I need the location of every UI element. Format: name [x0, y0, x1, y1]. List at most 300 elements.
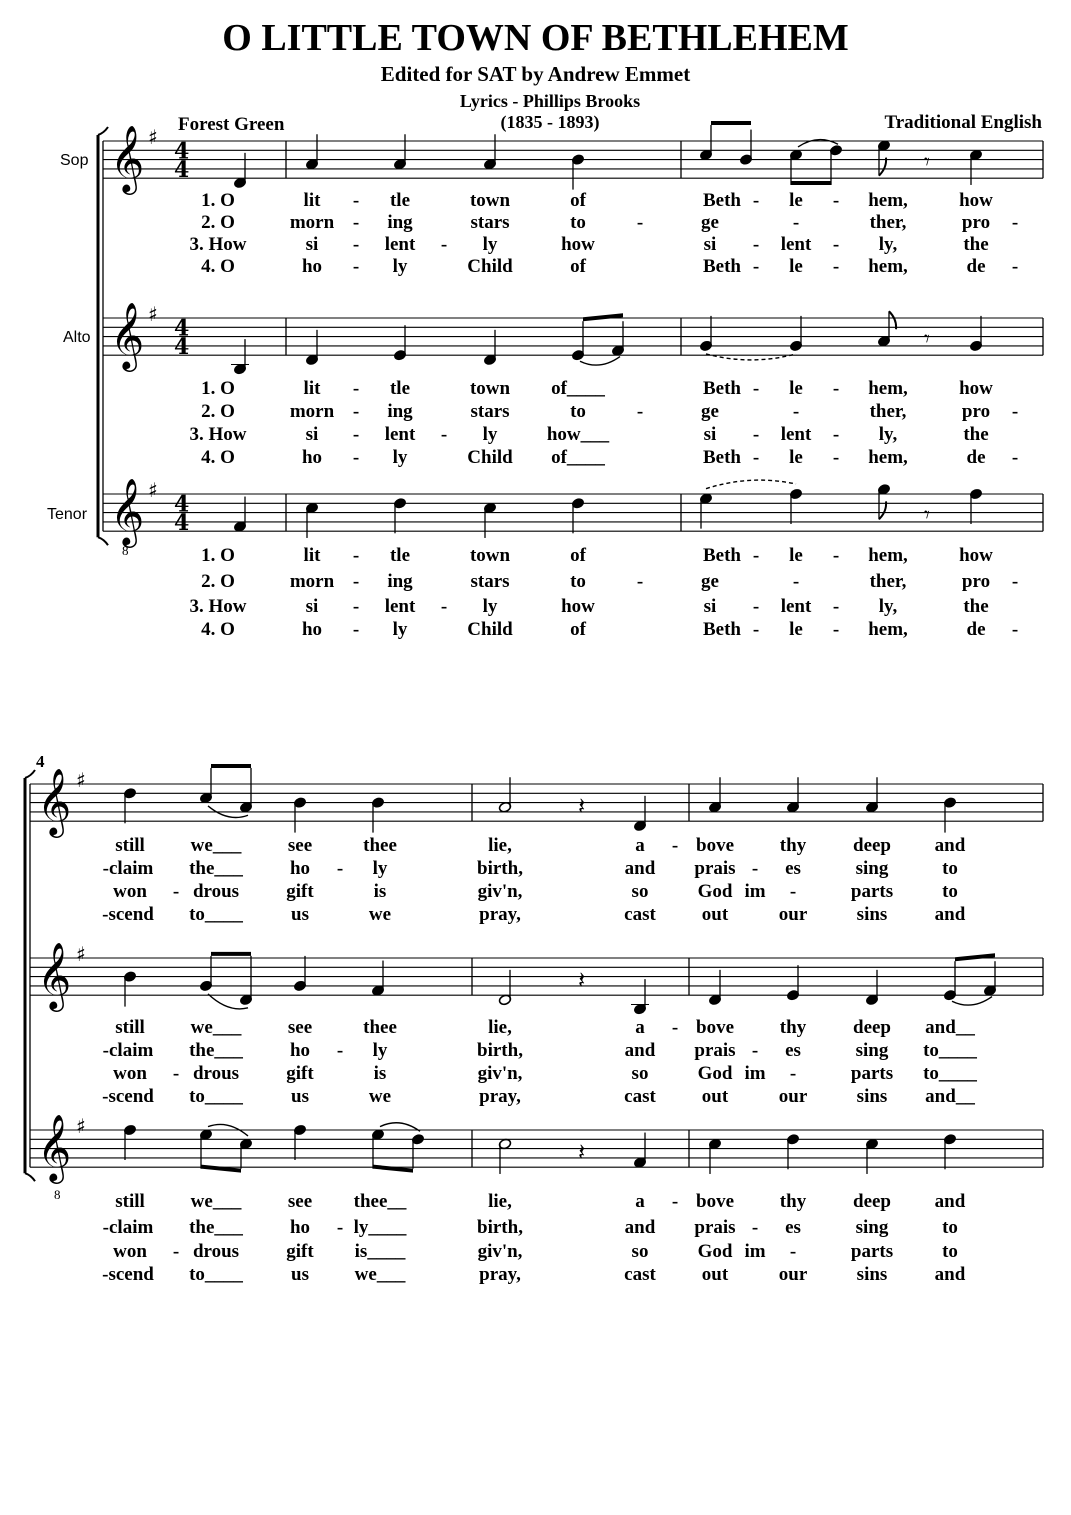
lyric-syllable: hem, — [868, 256, 908, 277]
eighth-flag — [889, 311, 896, 329]
lyric-syllable: to____ — [189, 1264, 243, 1285]
lyric-syllable: Beth — [703, 378, 741, 399]
time-signature-bottom: 4 — [174, 334, 190, 361]
lyric-syllable: how — [959, 190, 993, 211]
lyric-syllable: -claim — [102, 858, 154, 879]
lyric-syllable: prais — [694, 1217, 736, 1238]
lyric-syllable: - — [352, 212, 360, 233]
bracket-hook — [98, 127, 108, 135]
lyric-syllable: sing — [855, 1217, 889, 1238]
lyric-syllable: how — [561, 234, 595, 255]
lyric-syllable: gift — [286, 1063, 314, 1084]
key-signature-sharp: ♯ — [148, 125, 158, 149]
quarter-rest: 𝄽 — [578, 1137, 586, 1166]
lyric-syllable: out — [701, 1086, 729, 1107]
lyric-syllable: - — [352, 545, 360, 566]
time-signature-top: 4 — [174, 491, 190, 518]
lyric-syllable: prais — [694, 1040, 736, 1061]
lyric-syllable: - — [832, 190, 840, 211]
lyric-syllable: our — [778, 904, 808, 925]
lyric-syllable: and — [934, 1191, 966, 1212]
lyric-syllable: lent — [384, 424, 416, 445]
lyric-syllable: and — [624, 858, 656, 879]
key-signature-sharp: ♯ — [76, 768, 86, 792]
beam — [211, 764, 251, 768]
eighth-rest: 𝄾 — [924, 326, 930, 352]
lyric-syllable: and__ — [925, 1086, 975, 1107]
lyric-syllable: to — [942, 858, 958, 879]
lyric-syllable: of____ — [551, 378, 605, 399]
lyric-syllable: 1. O — [201, 378, 235, 399]
lyric-syllable: to____ — [923, 1063, 977, 1084]
eighth-flag — [879, 158, 886, 176]
lyric-syllable: our — [778, 1264, 808, 1285]
lyric-syllable: won — [113, 1063, 147, 1084]
lyric-syllable: prais — [694, 858, 736, 879]
lyric-syllable: of — [570, 256, 586, 277]
lyric-syllable: - — [440, 596, 448, 617]
lyric-syllable: out — [701, 1264, 729, 1285]
lyric-syllable: pro — [961, 571, 991, 592]
lyric-syllable: town — [469, 545, 511, 566]
lyric-syllable: - — [789, 1241, 797, 1262]
lyric-syllable: si — [703, 234, 717, 255]
lyric-syllable: lit — [303, 545, 321, 566]
lyric-syllable: Beth — [703, 545, 741, 566]
lyric-syllable: - — [336, 1040, 344, 1061]
lyric-syllable: the___ — [189, 1217, 243, 1238]
lyric-syllable: us — [291, 1264, 309, 1285]
treble-clef: 𝄞 — [37, 941, 72, 1010]
lyric-syllable: Beth — [703, 256, 741, 277]
lyric-syllable: thee — [363, 1017, 397, 1038]
lyric-syllable: of____ — [551, 447, 605, 468]
lyric-syllable: deep — [853, 1017, 891, 1038]
lyric-syllable: - — [752, 424, 760, 445]
beam — [211, 952, 251, 956]
lyric-syllable: ing — [387, 571, 413, 592]
lyric-syllable: - — [789, 1063, 797, 1084]
lyric-syllable: hem, — [868, 545, 908, 566]
lyric-syllable: 4. O — [201, 256, 235, 277]
lyric-syllable: - — [336, 858, 344, 879]
lyric-syllable: im — [744, 881, 766, 902]
lyric-syllable: lent — [780, 234, 812, 255]
lyric-syllable: the___ — [189, 858, 243, 879]
lyric-syllable: Beth — [703, 190, 741, 211]
lyric-syllable: cast — [624, 1086, 656, 1107]
lyric-syllable: of — [570, 545, 586, 566]
lyric-syllable: is____ — [354, 1241, 406, 1262]
lyric-syllable: to — [942, 1241, 958, 1262]
lyric-syllable: so — [631, 1241, 649, 1262]
beam — [583, 313, 623, 321]
eighth-rest: 𝄾 — [924, 149, 930, 175]
lyric-syllable: ly — [482, 234, 498, 255]
lyric-syllable: hem, — [868, 190, 908, 211]
bracket-hook — [98, 537, 108, 545]
lyric-syllable: pray, — [479, 1264, 521, 1285]
lyric-syllable: - — [172, 1063, 180, 1084]
lyric-syllable: pray, — [479, 1086, 521, 1107]
lyric-syllable: - — [440, 424, 448, 445]
lyric-syllable: - — [792, 401, 800, 422]
lyric-syllable: ho — [301, 256, 323, 277]
lyric-syllable: us — [291, 904, 309, 925]
lyric-syllable: Beth — [703, 447, 741, 468]
lyric-syllable: to — [570, 571, 586, 592]
lyric-syllable: bove — [696, 1191, 734, 1212]
beam — [791, 181, 831, 185]
lyric-syllable: to — [942, 1217, 958, 1238]
lyric-syllable: lie, — [488, 1191, 512, 1212]
lyric-syllable: deep — [853, 835, 891, 856]
lyric-syllable: parts — [850, 881, 894, 902]
lyric-syllable: - — [352, 571, 360, 592]
lyric-syllable: - — [352, 447, 360, 468]
lyric-syllable: lie, — [488, 835, 512, 856]
eighth-flag — [879, 501, 886, 519]
lyric-syllable: ly, — [878, 596, 898, 617]
lyric-syllable: a — [635, 1017, 645, 1038]
lyric-syllable: -scend — [102, 904, 154, 925]
lyric-syllable: how — [959, 378, 993, 399]
lyric-syllable: 1. O — [201, 545, 235, 566]
lyric-syllable: -scend — [102, 1086, 154, 1107]
treble-clef: 𝄞 — [110, 301, 145, 370]
lyric-syllable: - — [832, 234, 840, 255]
lyric-syllable: - — [636, 401, 644, 422]
lyric-syllable: ther, — [869, 401, 907, 422]
lyric-syllable: - — [352, 596, 360, 617]
lyric-syllable: ther, — [869, 571, 907, 592]
lyric-syllable: lent — [780, 596, 812, 617]
lyric-syllable: still — [115, 1191, 145, 1212]
slur — [706, 480, 796, 489]
lyric-syllable: thee — [363, 835, 397, 856]
lyric-syllable: si — [703, 596, 717, 617]
treble-clef: 𝄞 — [37, 1113, 72, 1182]
lyric-syllable: es — [785, 858, 801, 879]
lyric-syllable: we___ — [354, 1264, 406, 1285]
lyric-syllable: es — [785, 1040, 801, 1061]
lyric-syllable: town — [469, 378, 511, 399]
lyric-syllable: is — [373, 881, 387, 902]
lyric-syllable: ho — [289, 1040, 311, 1061]
lyric-syllable: birth, — [477, 1040, 523, 1061]
lyric-syllable: bove — [696, 1017, 734, 1038]
lyric-syllable: birth, — [477, 858, 523, 879]
lyric-syllable: - — [671, 1191, 679, 1212]
lyric-syllable: ge — [701, 571, 719, 592]
lyric-syllable: ho — [289, 1217, 311, 1238]
lyric-syllable: - — [352, 190, 360, 211]
time-signature-bottom: 4 — [174, 510, 190, 537]
lyric-syllable: si — [305, 424, 319, 445]
lyric-syllable: tle — [389, 545, 411, 566]
lyric-syllable: - — [752, 619, 760, 640]
lyric-syllable: Child — [467, 619, 513, 640]
lyric-syllable: ly, — [878, 234, 898, 255]
lyric-syllable: see — [287, 1191, 313, 1212]
lyric-syllable: - — [352, 619, 360, 640]
lyric-syllable: the — [963, 596, 989, 617]
lyric-syllable: - — [751, 858, 759, 879]
composer-credit: Traditional English — [884, 112, 1042, 133]
lyric-syllable: to____ — [923, 1040, 977, 1061]
lyric-syllable: stars — [470, 401, 510, 422]
lyric-syllable: le — [789, 447, 803, 468]
lyric-syllable: ly — [482, 424, 498, 445]
lyric-syllable: - — [792, 571, 800, 592]
lyric-syllable: sing — [855, 1040, 889, 1061]
treble-clef: 𝄞 — [110, 477, 145, 546]
lyric-syllable: ly — [482, 596, 498, 617]
beam — [201, 1165, 241, 1173]
lyric-syllable: drous — [192, 1241, 240, 1262]
lyric-syllable: - — [832, 424, 840, 445]
lyric-syllable: hem, — [868, 447, 908, 468]
lyricist-credit: Lyrics - Phillips Brooks — [459, 91, 641, 111]
lyricist-dates: (1835 - 1893) — [500, 112, 600, 132]
lyric-syllable: ly — [392, 619, 408, 640]
lyric-syllable: ly — [392, 256, 408, 277]
lyric-syllable: still — [115, 1017, 145, 1038]
lyric-syllable: drous — [192, 1063, 240, 1084]
lyric-syllable: thee__ — [353, 1191, 407, 1212]
lyric-syllable: and — [624, 1040, 656, 1061]
lyric-syllable: - — [752, 190, 760, 211]
lyric-syllable: - — [1011, 401, 1019, 422]
quarter-rest: 𝄽 — [578, 791, 586, 820]
lyric-syllable: to — [570, 212, 586, 233]
lyric-syllable: - — [1011, 619, 1019, 640]
beam — [955, 953, 995, 961]
lyric-syllable: we___ — [190, 835, 242, 856]
lyric-syllable: le — [789, 190, 803, 211]
lyric-syllable: - — [752, 378, 760, 399]
lyric-syllable: 2. O — [201, 571, 235, 592]
lyric-syllable: 3. How — [189, 424, 247, 445]
lyric-syllable: - — [336, 1217, 344, 1238]
lyric-syllable: - — [1011, 571, 1019, 592]
lyric-syllable: see — [287, 835, 313, 856]
lyric-syllable: pro — [961, 401, 991, 422]
voice-label-soprano: Sop — [60, 152, 89, 169]
lyric-syllable: cast — [624, 904, 656, 925]
lyric-syllable: won — [113, 1241, 147, 1262]
lyric-syllable: - — [832, 619, 840, 640]
lyric-syllable: im — [744, 1063, 766, 1084]
lyric-syllable: 3. How — [189, 596, 247, 617]
lyric-syllable: we___ — [190, 1191, 242, 1212]
lyric-syllable: - — [752, 545, 760, 566]
lyric-syllable: see — [287, 1017, 313, 1038]
lyric-syllable: parts — [850, 1241, 894, 1262]
lyric-syllable: and__ — [925, 1017, 975, 1038]
lyric-syllable: lie, — [488, 1017, 512, 1038]
lyric-syllable: drous — [192, 881, 240, 902]
lyric-syllable: won — [113, 881, 147, 902]
lyric-syllable: out — [701, 904, 729, 925]
lyric-syllable: a — [635, 835, 645, 856]
lyric-syllable: ly — [372, 1040, 388, 1061]
lyric-syllable: - — [671, 835, 679, 856]
lyric-syllable: bove — [696, 835, 734, 856]
lyric-syllable: sins — [856, 904, 888, 925]
lyric-syllable: - — [636, 212, 644, 233]
lyric-syllable: us — [291, 1086, 309, 1107]
lyric-syllable: - — [1011, 212, 1019, 233]
lyric-syllable: gift — [286, 881, 314, 902]
lyric-syllable: birth, — [477, 1217, 523, 1238]
beam — [373, 1165, 413, 1173]
lyric-syllable: ing — [387, 401, 413, 422]
lyric-syllable: God — [697, 1063, 733, 1084]
lyric-syllable: le — [789, 619, 803, 640]
lyric-syllable: - — [789, 881, 797, 902]
tune-name: Forest Green — [178, 114, 285, 135]
lyric-syllable: - — [752, 234, 760, 255]
lyric-syllable: God — [697, 881, 733, 902]
lyric-syllable: we___ — [190, 1017, 242, 1038]
lyric-syllable: ge — [701, 212, 719, 233]
lyric-syllable: deep — [853, 1191, 891, 1212]
lyric-syllable: - — [1011, 447, 1019, 468]
lyric-syllable: - — [751, 1040, 759, 1061]
lyric-syllable: ly — [392, 447, 408, 468]
lyric-syllable: le — [789, 378, 803, 399]
key-signature-sharp: ♯ — [148, 478, 158, 502]
lyric-syllable: cast — [624, 1264, 656, 1285]
lyric-syllable: im — [744, 1241, 766, 1262]
lyric-syllable: - — [352, 401, 360, 422]
lyric-syllable: to — [942, 881, 958, 902]
lyric-syllable: tle — [389, 190, 411, 211]
lyric-syllable: to____ — [189, 904, 243, 925]
lyric-syllable: sins — [856, 1086, 888, 1107]
lyric-syllable: - — [636, 571, 644, 592]
lyric-syllable: - — [832, 545, 840, 566]
lyric-syllable: gift — [286, 1241, 314, 1262]
lyric-syllable: pro — [961, 212, 991, 233]
lyric-syllable: ther, — [869, 212, 907, 233]
lyric-syllable: the — [963, 424, 989, 445]
lyric-syllable: morn — [289, 401, 335, 422]
arranger-credit: Edited for SAT by Andrew Emmet — [380, 62, 691, 86]
lyric-syllable: 3. How — [189, 234, 247, 255]
key-signature-sharp: ♯ — [76, 942, 86, 966]
lyric-syllable: town — [469, 190, 511, 211]
lyric-syllable: the___ — [189, 1040, 243, 1061]
lyric-syllable: the — [963, 234, 989, 255]
lyric-syllable: es — [785, 1217, 801, 1238]
lyric-syllable: to____ — [189, 1086, 243, 1107]
lyric-syllable: so — [631, 881, 649, 902]
lyric-syllable: lent — [384, 596, 416, 617]
voice-label-tenor: Tenor — [47, 506, 88, 523]
lyric-syllable: de — [966, 256, 986, 277]
lyric-syllable: - — [832, 378, 840, 399]
lyric-syllable: le — [789, 256, 803, 277]
key-signature-sharp: ♯ — [148, 302, 158, 326]
lyric-syllable: lit — [303, 378, 321, 399]
bracket-hook — [25, 770, 35, 778]
lyric-syllable: de — [966, 447, 986, 468]
lyric-syllable: lit — [303, 190, 321, 211]
lyric-syllable: lent — [780, 424, 812, 445]
slur — [580, 357, 620, 366]
lyric-syllable: and — [934, 835, 966, 856]
lyric-syllable: is — [373, 1063, 387, 1084]
lyric-syllable: how — [959, 545, 993, 566]
lyric-syllable: morn — [289, 212, 335, 233]
time-signature-top: 4 — [174, 138, 190, 165]
lyric-syllable: thy — [779, 835, 807, 856]
treble-clef: 𝄞 — [110, 124, 145, 193]
lyric-syllable: - — [352, 378, 360, 399]
lyric-syllable: si — [305, 234, 319, 255]
lyric-syllable: ly, — [878, 424, 898, 445]
lyric-syllable: 4. O — [201, 447, 235, 468]
lyric-syllable: le — [789, 545, 803, 566]
lyric-syllable: - — [792, 212, 800, 233]
lyric-syllable: to — [570, 401, 586, 422]
lyric-syllable: God — [697, 1241, 733, 1262]
time-signature-top: 4 — [174, 315, 190, 342]
lyric-syllable: ge — [701, 401, 719, 422]
lyric-syllable: morn — [289, 571, 335, 592]
lyric-syllable: -scend — [102, 1264, 154, 1285]
lyric-syllable: - — [1011, 256, 1019, 277]
slur — [952, 997, 992, 1006]
lyric-syllable: lent — [384, 234, 416, 255]
lyric-syllable: 1. O — [201, 190, 235, 211]
lyric-syllable: a — [635, 1191, 645, 1212]
lyric-syllable: Child — [467, 256, 513, 277]
lyric-syllable: ho — [301, 447, 323, 468]
eighth-rest: 𝄾 — [924, 502, 930, 528]
tenor-octave-mark: 8 — [122, 543, 129, 558]
lyric-syllable: ly____ — [353, 1217, 407, 1238]
lyric-syllable: Beth — [703, 619, 741, 640]
lyric-syllable: and — [624, 1217, 656, 1238]
lyric-syllable: thy — [779, 1191, 807, 1212]
lyric-syllable: - — [752, 596, 760, 617]
key-signature-sharp: ♯ — [76, 1114, 86, 1138]
lyric-syllable: ing — [387, 212, 413, 233]
lyric-syllable: parts — [850, 1063, 894, 1084]
lyric-syllable: - — [352, 234, 360, 255]
lyric-syllable: giv'n, — [477, 1241, 523, 1262]
lyric-syllable: sing — [855, 858, 889, 879]
measure-number: 4 — [36, 752, 45, 771]
lyric-syllable: sins — [856, 1264, 888, 1285]
lyric-syllable: giv'n, — [477, 881, 523, 902]
treble-clef: 𝄞 — [37, 767, 72, 836]
page-title: O LITTLE TOWN OF BETHLEHEM — [222, 17, 849, 59]
beam — [711, 121, 751, 125]
lyric-syllable: - — [172, 1241, 180, 1262]
lyric-syllable: of — [570, 190, 586, 211]
lyric-syllable: 2. O — [201, 401, 235, 422]
lyric-syllable: how___ — [546, 424, 610, 445]
lyric-syllable: we — [368, 1086, 392, 1107]
lyric-syllable: de — [966, 619, 986, 640]
lyric-syllable: - — [832, 596, 840, 617]
lyric-syllable: tle — [389, 378, 411, 399]
lyric-syllable: we — [368, 904, 392, 925]
